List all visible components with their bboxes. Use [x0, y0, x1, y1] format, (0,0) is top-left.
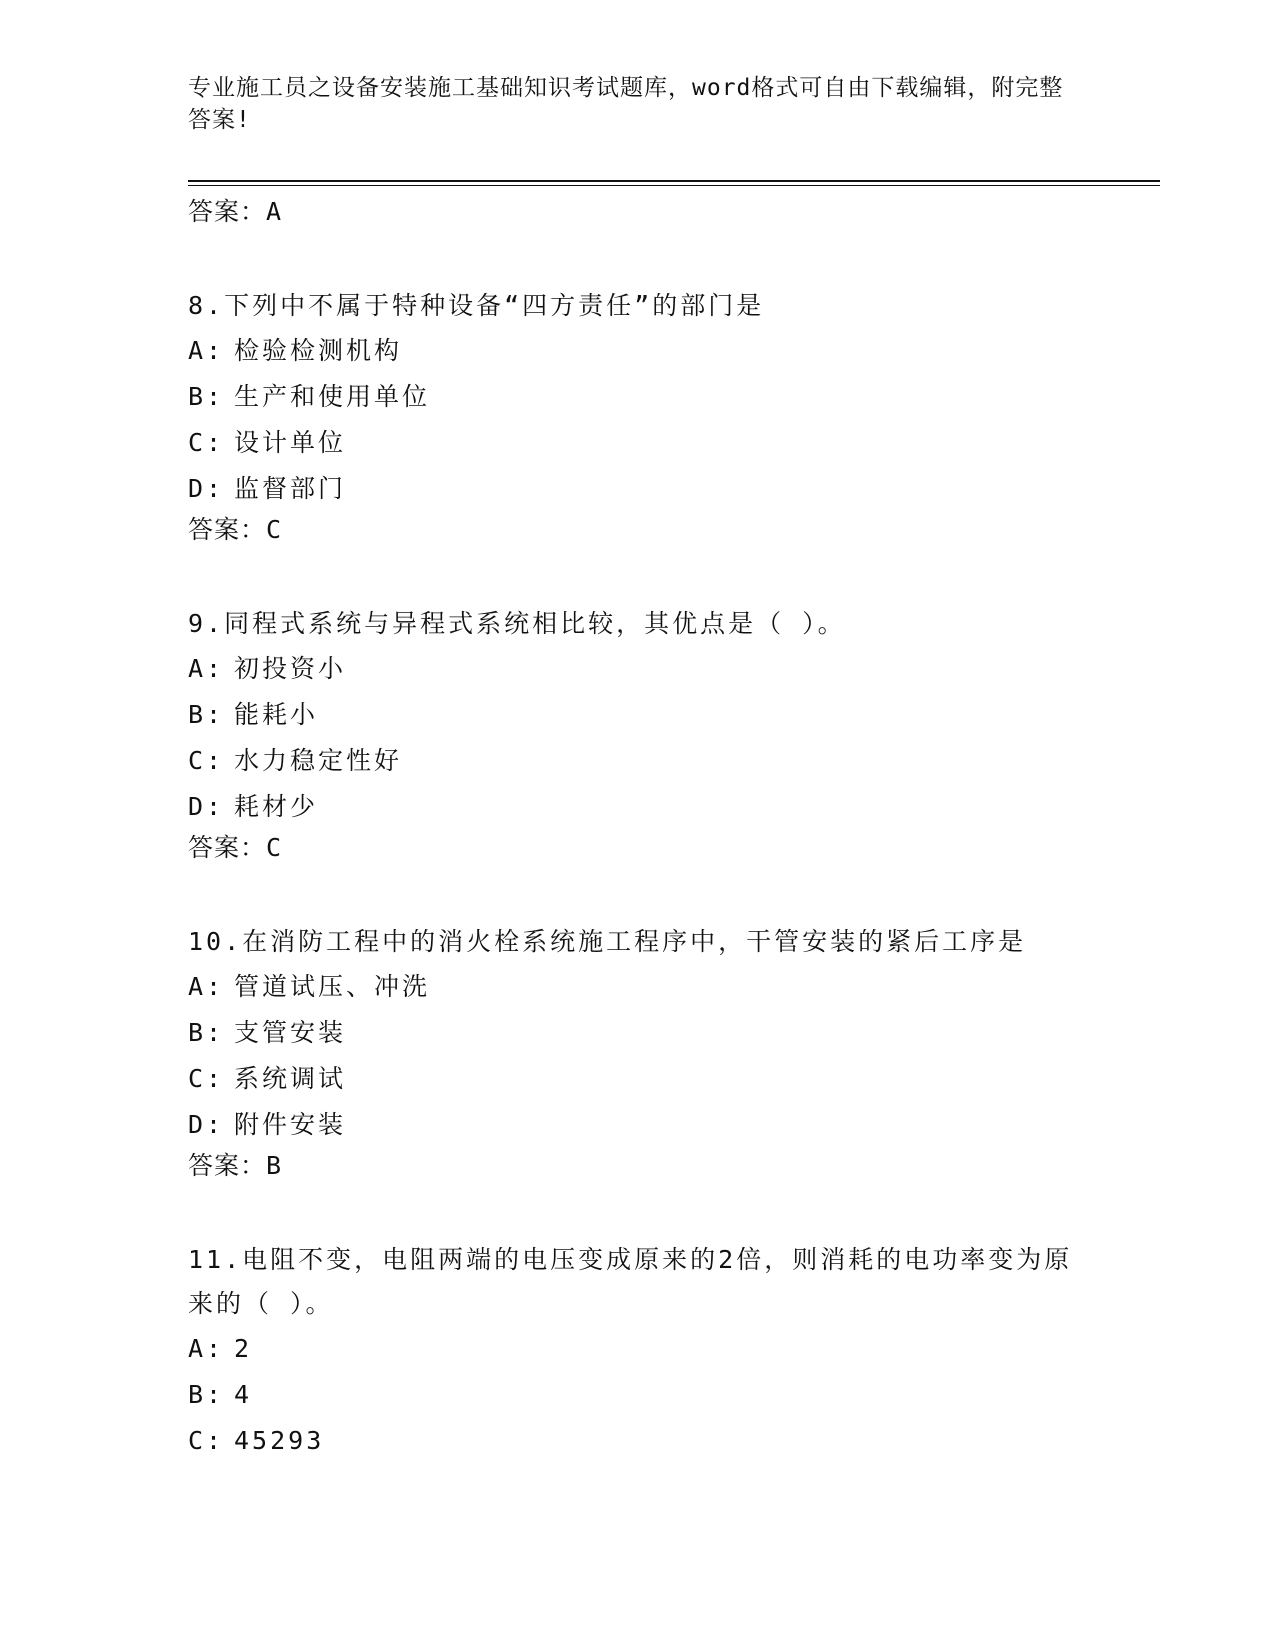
question-block: [188, 602, 1088, 876]
option-letter: D:: [188, 1110, 225, 1139]
option-d: [188, 1102, 1088, 1148]
option-d: [188, 784, 1088, 830]
option-letter: B:: [188, 382, 225, 411]
option-text: 支管安装: [234, 1018, 347, 1047]
option-text: 系统调试: [234, 1064, 347, 1093]
question-stem: 10.在消防工程中的消火栓系统施工程序中，干管安装的紧后工序是: [188, 927, 1027, 956]
option-c: [188, 738, 1088, 784]
option-text: 2: [234, 1334, 253, 1363]
question-stem: 11.电阻不变，电阻两端的电压变成原来的2倍，则消耗的电功率变为原来的（ ）。: [188, 1245, 1073, 1318]
option-letter: A:: [188, 654, 225, 683]
option-a: [188, 646, 1088, 692]
option-text: 45293: [234, 1426, 325, 1455]
option-text: 4: [234, 1380, 253, 1409]
question-block: [188, 920, 1088, 1194]
option-b: [188, 1010, 1088, 1056]
spacer: [188, 558, 1088, 602]
answer-line: 答案：C: [188, 515, 283, 544]
question-block: [188, 284, 1088, 558]
option-letter: D:: [188, 474, 225, 503]
option-letter: A:: [188, 972, 225, 1001]
spacer: [188, 240, 1088, 284]
option-letter: C:: [188, 1426, 225, 1455]
option-letter: B:: [188, 700, 225, 729]
option-c: [188, 1056, 1088, 1102]
option-letter: B:: [188, 1380, 225, 1409]
option-b: [188, 1372, 1088, 1418]
option-letter: D:: [188, 792, 225, 821]
option-b: [188, 374, 1088, 420]
option-text: 设计单位: [234, 428, 347, 457]
option-letter: C:: [188, 746, 225, 775]
spacer: [188, 876, 1088, 920]
option-letter: B:: [188, 1018, 225, 1047]
option-text: 附件安装: [234, 1110, 347, 1139]
option-text: 检验检测机构: [234, 336, 403, 365]
option-d: [188, 466, 1088, 512]
spacer: [188, 1194, 1088, 1238]
option-text: 监督部门: [234, 474, 347, 503]
option-text: 能耗小: [234, 700, 319, 729]
answer-line: 答案：B: [188, 1151, 283, 1180]
option-a: [188, 328, 1088, 374]
option-letter: A:: [188, 1334, 225, 1363]
option-letter: C:: [188, 1064, 225, 1093]
option-text: 管道试压、冲洗: [234, 972, 431, 1001]
header-rule-thick: [188, 180, 1160, 182]
option-text: 生产和使用单位: [234, 382, 431, 411]
header-rule-thin: [188, 185, 1160, 186]
document-header: 专业施工员之设备安装施工基础知识考试题库，word格式可自由下载编辑，附完整答案!: [188, 75, 1064, 133]
option-text: 初投资小: [234, 654, 347, 683]
option-letter: A:: [188, 336, 225, 365]
option-b: [188, 692, 1088, 738]
answer-line: 答案：C: [188, 833, 283, 862]
option-text: 耗材少: [234, 792, 319, 821]
option-text: 水力稳定性好: [234, 746, 403, 775]
option-c: [188, 420, 1088, 466]
answer-line: 答案：A: [188, 197, 283, 226]
option-a: [188, 1326, 1088, 1372]
option-a: [188, 964, 1088, 1010]
question-block: [188, 1238, 1088, 1464]
question-list: [188, 192, 1088, 1464]
option-c: [188, 1418, 1088, 1464]
question-stem: 9.同程式系统与异程式系统相比较，其优点是（ ）。: [188, 609, 846, 638]
option-letter: C:: [188, 428, 225, 457]
question-stem: 8.下列中不属于特种设备“四方责任”的部门是: [188, 291, 765, 320]
